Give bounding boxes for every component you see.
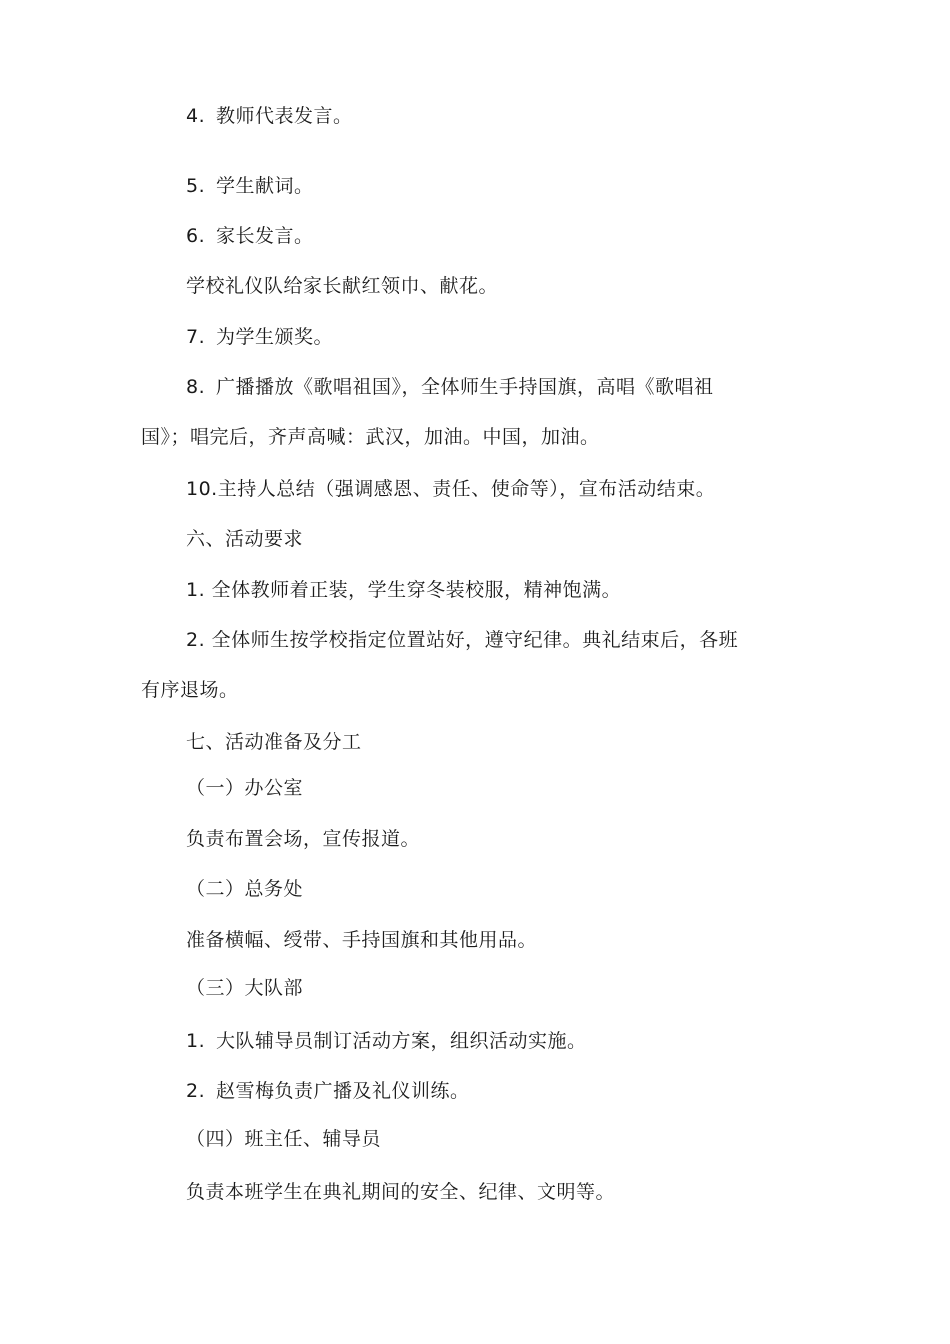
list-number: 6. (186, 225, 206, 247)
list-number: 2. (186, 1080, 206, 1102)
list-text: 广播播放《歌唱祖国》，全体师生手持国旗，高唱《歌唱祖 (216, 376, 714, 398)
list-item-8 (186, 375, 714, 399)
paragraph-line: 准备横幅、绶带、手持国旗和其他用品。 (186, 929, 538, 951)
list-text: 为学生颁奖。 (216, 326, 334, 348)
list-text: 教师代表发言。 (216, 105, 353, 127)
list-text: 赵雪梅负责广播及礼仪训练。 (216, 1080, 470, 1102)
list-item-7 (186, 325, 333, 349)
paragraph-continuation: 有序退场。 (141, 679, 239, 701)
requirement-item-1: 1. 全体教师着正装，学生穿冬装校服，精神饱满。 (186, 579, 622, 601)
subsection-heading: （一）办公室 (186, 777, 304, 799)
paragraph-line: 学校礼仪队给家长献红领巾、献花。 (186, 275, 499, 297)
list-item-10: 10.主持人总结（强调感恩、责任、使命等），宣布活动结束。 (186, 478, 716, 500)
list-number: 4. (186, 105, 206, 127)
list-item-4 (186, 104, 353, 128)
list-text: 大队辅导员制订活动方案，组织活动实施。 (216, 1030, 587, 1052)
list-number: 1. (186, 1030, 206, 1052)
list-item-6 (186, 224, 314, 248)
subsection-heading: （三）大队部 (186, 977, 304, 999)
subsection-heading: （四）班主任、辅导员 (186, 1128, 382, 1150)
list-text: 家长发言。 (216, 225, 314, 247)
requirement-item-2: 2. 全体师生按学校指定位置站好，遵守纪律。典礼结束后，各班 (186, 629, 739, 651)
paragraph-line: 负责布置会场，宣传报道。 (186, 828, 421, 850)
list-item-5 (186, 174, 314, 198)
paragraph-continuation: 国》；唱完后，齐声高喊：武汉，加油。中国，加油。 (141, 426, 600, 448)
paragraph-line: 负责本班学生在典礼期间的安全、纪律、文明等。 (186, 1181, 616, 1203)
task-item-2 (186, 1079, 470, 1103)
section-heading: 六、活动要求 (186, 528, 304, 550)
task-item-1 (186, 1029, 587, 1053)
list-text: 学生献词。 (216, 175, 314, 197)
subsection-heading: （二）总务处 (186, 878, 304, 900)
section-heading: 七、活动准备及分工 (186, 731, 362, 753)
list-number: 5. (186, 175, 206, 197)
list-number: 7. (186, 326, 206, 348)
list-number: 8. (186, 376, 206, 398)
